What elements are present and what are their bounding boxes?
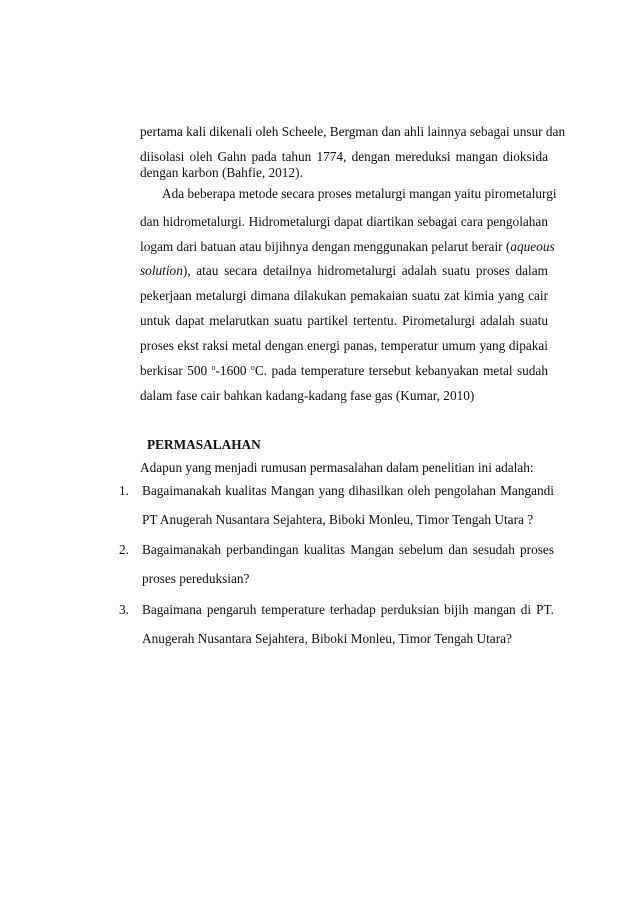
list-item-3-line-1: Bagaimana pengaruh temperature terhadap perduksian bijih mangan di PT. (142, 602, 554, 617)
paragraph-2-line-8-text-c: C. pada temperature tersebut kebanyakan metal sudah (254, 363, 548, 378)
list-item-1-line-1: Bagaimanakah kualitas Mangan yang dihasilkan oleh pengolahan Mangandi (142, 483, 554, 498)
paragraph-2-line-4-text: ), atau secara detailnya hidrometalurgi adalah suatu proses dalam (182, 263, 548, 278)
paragraph-2-line-9: dalam fase cair bahkan kadang-kadang fase gas (Kumar, 2010) (140, 388, 475, 403)
degree-superscript-2: o (250, 363, 255, 372)
paragraph-2-line-8-text-a: berkisar 500 (140, 363, 212, 378)
paragraph-2-line-8 (140, 363, 548, 379)
list-item-3-line-2: Anugerah Nusantara Sejahtera, Biboki Monleu, Timor Tengah Utara? (142, 631, 512, 646)
paragraph-2-line-1 (162, 186, 557, 202)
section-intro: Adapun yang menjadi rumusan permasalahan dalam penelitian ini adalah: (140, 460, 534, 475)
list-item-3-number: 3. (119, 602, 129, 617)
paragraph-2-line-1-text: Ada beberapa metode secara proses metalurgi mangan yaitu pirometalurgi (162, 186, 557, 201)
paragraph-2-line-3 (140, 239, 555, 255)
paragraph-1-line-2: diisolasi oleh Gahn pada tahun 1774, dengan mereduksi mangan dioksida (140, 149, 548, 164)
list-item-2-line-1: Bagaimanakah perbandingan kualitas Mangan sebelum dan sesudah proses (142, 542, 554, 557)
list-item-2-number: 2. (119, 542, 129, 557)
degree-superscript-1: o (211, 363, 216, 372)
paragraph-2-line-7: proses ekst raksi metal dengan energi panas, temperatur umum yang dipakai (140, 338, 548, 353)
paragraph-2-line-8-text-b: -1600 (215, 363, 251, 378)
list-item-1-line-2: PT Anugerah Nusantara Sejahtera, Biboki Monleu, Timor Tengah Utara ? (142, 512, 534, 527)
list-item-2-line-2: proses pereduksian? (142, 571, 250, 586)
paragraph-2-line-3-text: logam dari batuan atau bijihnya dengan menggunakan pelarut berair ( (140, 239, 511, 254)
paragraph-1-line-3: dengan karbon (Bahfie, 2012). (140, 165, 303, 180)
section-heading: PERMASALAHAN (147, 437, 261, 452)
paragraph-2-line-4 (140, 263, 548, 279)
list-item-1-number: 1. (119, 483, 129, 498)
paragraph-2-line-6: untuk dapat melarutkan suatu partikel tertentu. Pirometalurgi adalah suatu (140, 313, 548, 328)
paragraph-1-line-1: pertama kali dikenali oleh Scheele, Bergman dan ahli lainnya sebagai unsur dan (140, 124, 566, 139)
paragraph-2-line-2: dan hidrometalurgi. Hidrometalurgi dapat diartikan sebagai cara pengolahan (140, 214, 548, 229)
paragraph-2-line-4-italic: solution (140, 263, 183, 278)
paragraph-2-line-5: pekerjaan metalurgi dimana dilakukan pemakaian suatu zat kimia yang cair (140, 288, 548, 303)
paragraph-2-line-3-italic: aqueous (510, 239, 555, 254)
